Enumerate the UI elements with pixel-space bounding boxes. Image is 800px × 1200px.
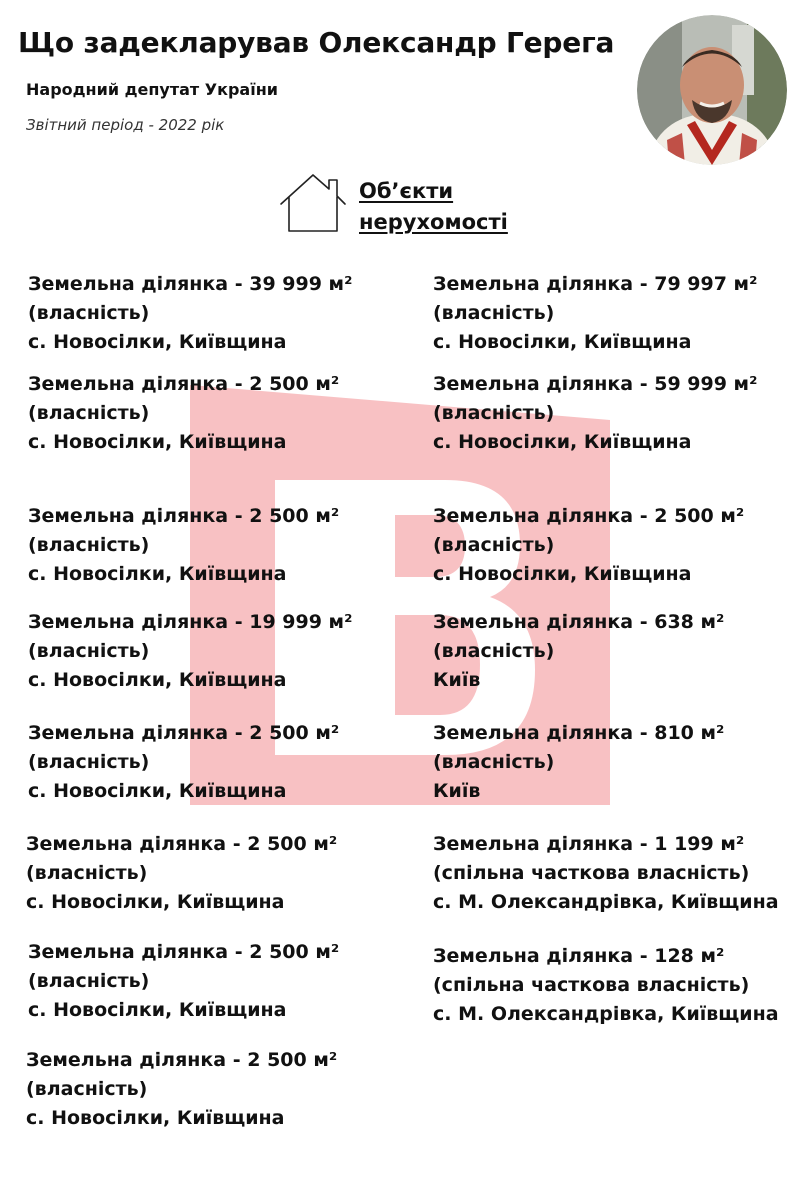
property-area: Земельна ділянка - 2 500 м² <box>28 722 340 744</box>
house-icon <box>277 170 349 236</box>
property-ownership: (власність) <box>433 534 555 556</box>
section-heading-line2: нерухомості <box>359 210 508 234</box>
property-location: с. Новосілки, Київщина <box>28 999 287 1021</box>
person-position: Народний депутат України <box>26 80 278 99</box>
property-ownership: (власність) <box>28 302 150 324</box>
property-location: с. М. Олександрівка, Київщина <box>433 891 779 913</box>
property-area: Земельна ділянка - 2 500 м² <box>28 941 340 963</box>
property-item <box>28 938 339 1025</box>
property-item <box>433 719 724 806</box>
property-area: Земельна ділянка - 79 997 м² <box>433 273 758 295</box>
property-item <box>433 942 779 1029</box>
property-location: с. Новосілки, Київщина <box>433 431 692 453</box>
property-ownership: (власність) <box>26 1078 148 1100</box>
property-area: Земельна ділянка - 59 999 м² <box>433 373 758 395</box>
property-ownership: (власність) <box>28 751 150 773</box>
property-location: с. М. Олександрівка, Київщина <box>433 1003 779 1025</box>
property-ownership: (власність) <box>28 970 150 992</box>
property-area: Земельна ділянка - 19 999 м² <box>28 611 353 633</box>
property-location: с. Новосілки, Київщина <box>28 669 287 691</box>
property-location: с. Новосілки, Київщина <box>28 431 287 453</box>
property-ownership: (спільна часткова власність) <box>433 974 750 996</box>
property-area: Земельна ділянка - 39 999 м² <box>28 273 353 295</box>
avatar <box>637 15 787 165</box>
property-item <box>433 502 744 589</box>
reporting-period: Звітний період - 2022 рік <box>26 116 225 134</box>
property-item <box>28 370 339 457</box>
page-title: Що задекларував Олександр Герега <box>18 26 615 59</box>
property-area: Земельна ділянка - 2 500 м² <box>28 373 340 395</box>
property-area: Земельна ділянка - 638 м² <box>433 611 725 633</box>
property-item <box>26 830 337 917</box>
property-ownership: (власність) <box>433 402 555 424</box>
property-ownership: (власність) <box>433 640 555 662</box>
property-item <box>28 270 352 357</box>
property-location: Київ <box>433 669 481 691</box>
property-item <box>433 830 779 917</box>
property-item <box>433 270 757 357</box>
property-location: с. Новосілки, Київщина <box>28 780 287 802</box>
property-location: с. Новосілки, Київщина <box>433 331 692 353</box>
property-location: Київ <box>433 780 481 802</box>
property-ownership: (власність) <box>28 640 150 662</box>
property-item <box>28 608 352 695</box>
property-ownership: (власність) <box>433 751 555 773</box>
property-ownership: (власність) <box>28 534 150 556</box>
property-item <box>26 1046 337 1133</box>
property-ownership: (спільна часткова власність) <box>433 862 750 884</box>
property-location: с. Новосілки, Київщина <box>28 331 287 353</box>
property-area: Земельна ділянка - 2 500 м² <box>433 505 745 527</box>
property-item <box>28 502 339 589</box>
property-item <box>433 608 724 695</box>
property-area: Земельна ділянка - 1 199 м² <box>433 833 745 855</box>
property-area: Земельна ділянка - 128 м² <box>433 945 725 967</box>
property-ownership: (власність) <box>433 302 555 324</box>
property-location: с. Новосілки, Київщина <box>28 563 287 585</box>
property-location: с. Новосілки, Київщина <box>26 891 285 913</box>
property-item <box>28 719 339 806</box>
property-area: Земельна ділянка - 2 500 м² <box>26 1049 338 1071</box>
property-ownership: (власність) <box>28 402 150 424</box>
property-location: с. Новосілки, Київщина <box>26 1107 285 1129</box>
property-item <box>433 370 757 457</box>
property-area: Земельна ділянка - 2 500 м² <box>28 505 340 527</box>
property-area: Земельна ділянка - 2 500 м² <box>26 833 338 855</box>
property-area: Земельна ділянка - 810 м² <box>433 722 725 744</box>
section-heading-line1: Об’єкти <box>359 179 454 203</box>
property-location: с. Новосілки, Київщина <box>433 563 692 585</box>
section-heading <box>359 176 579 238</box>
property-ownership: (власність) <box>26 862 148 884</box>
